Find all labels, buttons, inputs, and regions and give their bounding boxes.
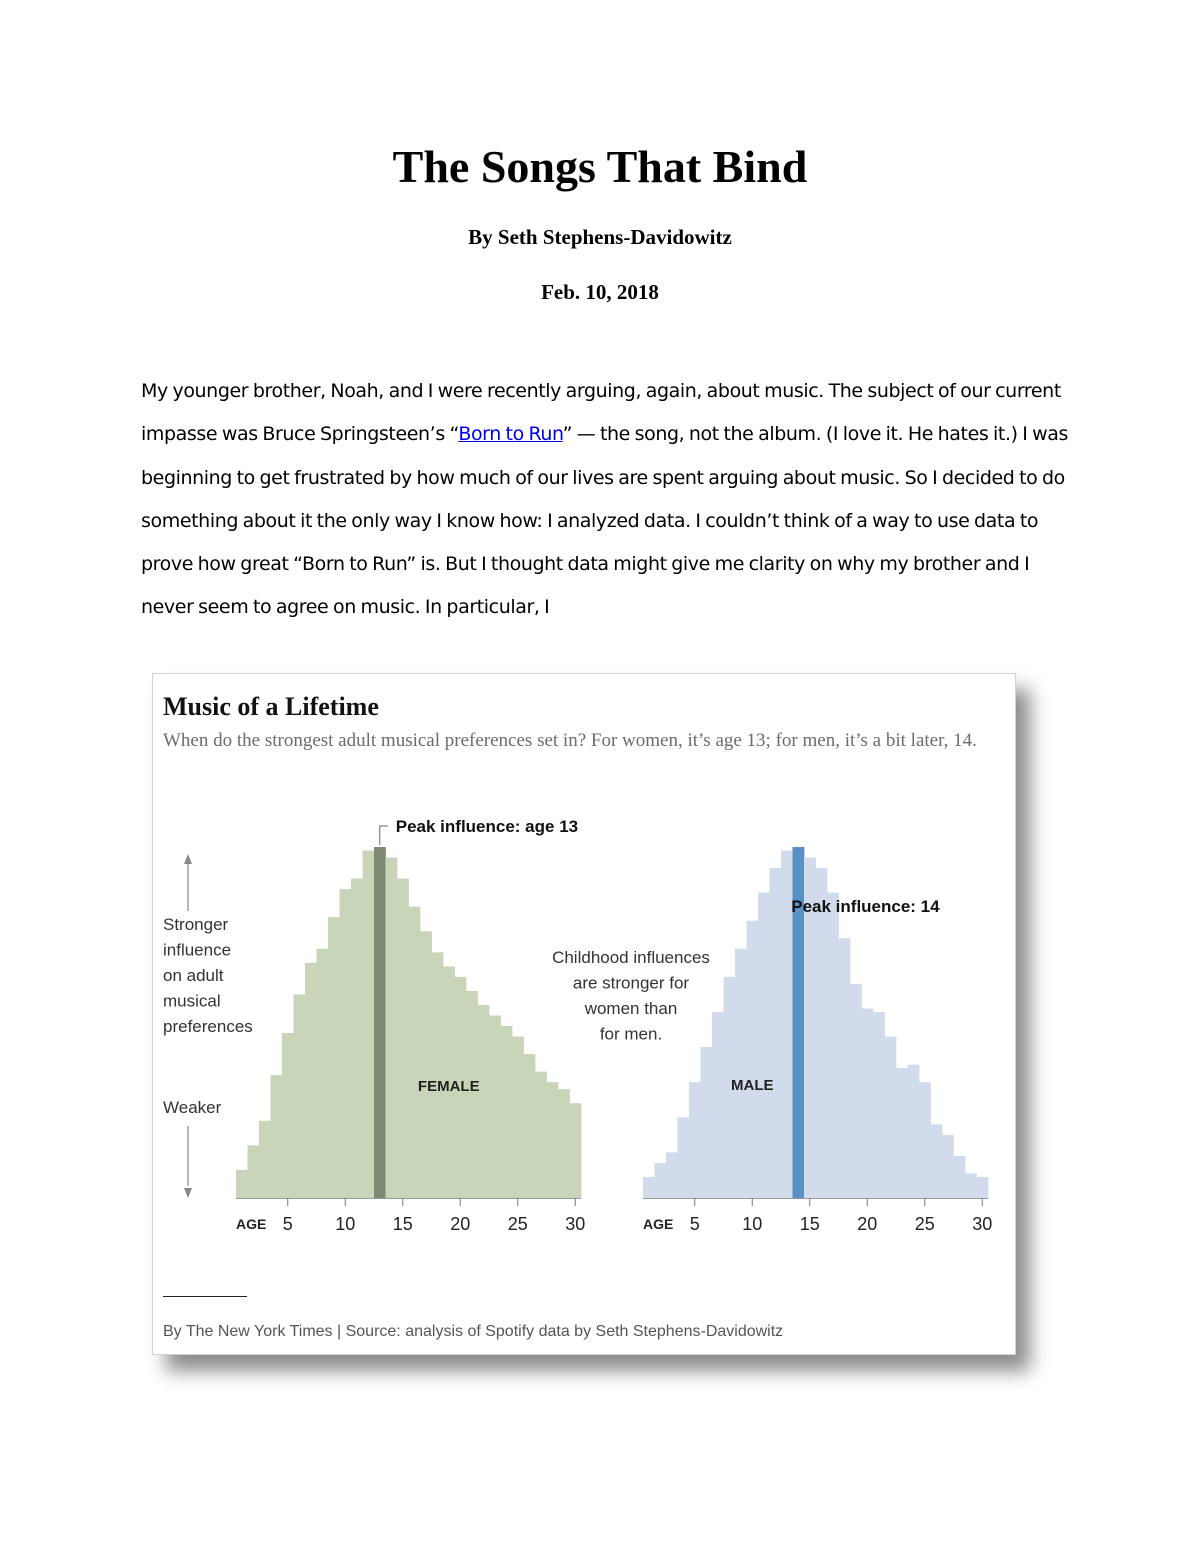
female-bar-age-23	[489, 1015, 501, 1198]
born-to-run-link[interactable]: Born to Run	[458, 423, 563, 446]
female-tick-label-20: 20	[450, 1214, 471, 1234]
female-bar-age-18	[432, 952, 444, 1198]
male-bar-age-18	[839, 938, 851, 1198]
female-bar-age-25	[512, 1037, 524, 1198]
female-tick-label-10: 10	[335, 1214, 356, 1234]
male-bar-age-11	[758, 893, 770, 1198]
male-bar-age-1	[643, 1177, 655, 1198]
figure-credit: By The New York Times | Source: analysis of Spotify data by Seth Stephens-Davidowitz	[163, 1323, 784, 1340]
male-bar-age-4	[678, 1117, 690, 1198]
female-bar-age-30	[570, 1103, 582, 1198]
female-axis-label: AGE	[236, 1216, 267, 1232]
male-series-label: MALE	[731, 1077, 774, 1094]
down-arrow-icon	[184, 1188, 192, 1198]
male-tick-label-15: 15	[799, 1214, 820, 1234]
female-bar-age-13	[374, 847, 386, 1198]
female-bar-age-9	[328, 917, 340, 1198]
male-bar-age-19	[850, 984, 862, 1198]
female-tick-label-25: 25	[507, 1214, 528, 1234]
female-bar-age-8	[317, 949, 329, 1198]
female-bar-age-7	[305, 963, 317, 1198]
article-body	[141, 370, 1071, 630]
female-tick-label-15: 15	[392, 1214, 413, 1234]
male-bar-age-6	[701, 1047, 713, 1198]
up-arrow-icon	[184, 854, 192, 864]
y-label-line-3: on adult	[163, 966, 224, 985]
male-bar-age-27	[942, 1135, 954, 1198]
female-bar-age-10	[340, 889, 352, 1198]
female-bar-age-6	[294, 994, 306, 1198]
female-peak-leader	[380, 826, 388, 845]
female-series-label: FEMALE	[417, 1078, 480, 1095]
female-bar-age-29	[558, 1089, 570, 1198]
male-bar-age-22	[885, 1037, 897, 1198]
male-tick-label-5: 5	[689, 1214, 700, 1234]
annotation-line-1: Childhood influences	[552, 948, 710, 967]
annotation-line-3: women than	[584, 999, 678, 1018]
body-text-before-link: My younger brother, Noah, and I were recently arguing, again, about music. The subject of our current impasse was Bruce Springsteen’s “	[141, 380, 1061, 446]
figure-title: Music of a Lifetime	[163, 692, 379, 721]
y-label-line-2: influence	[163, 940, 232, 960]
male-peak-label: Peak influence: 14	[791, 897, 940, 916]
male-bar-age-17	[827, 893, 839, 1198]
female-bar-age-22	[478, 1005, 490, 1198]
female-bar-age-11	[351, 879, 363, 1198]
male-bar-age-10	[747, 921, 759, 1198]
female-tick-label-5: 5	[282, 1214, 293, 1234]
music-of-a-lifetime-figure	[152, 673, 1016, 1355]
male-bar-age-2	[655, 1163, 667, 1198]
male-bar-age-16	[816, 868, 828, 1198]
female-bar-age-4	[271, 1075, 283, 1198]
male-axis-label: AGE	[643, 1216, 674, 1232]
annotation-line-4: for men.	[599, 1024, 663, 1044]
male-bar-age-24	[908, 1065, 920, 1198]
male-bar-age-28	[954, 1156, 966, 1198]
y-label-line-1: Stronger	[163, 915, 229, 934]
female-bar-age-15	[397, 879, 409, 1198]
male-bar-age-7	[712, 1012, 724, 1198]
female-bar-age-17	[420, 931, 432, 1198]
annotation-line-2: are stronger for	[572, 973, 690, 993]
y-label-line-5: preferences	[163, 1017, 253, 1036]
male-bar-age-25	[919, 1082, 931, 1198]
y-label-line-4: musical	[163, 991, 221, 1011]
female-bar-age-1	[236, 1170, 248, 1198]
male-bar-age-3	[666, 1152, 678, 1198]
female-tick-label-30: 30	[565, 1214, 586, 1234]
female-peak-label: Peak influence: age 13	[395, 817, 579, 836]
male-bar-age-21	[873, 1012, 885, 1198]
y-label-weaker: Weaker	[163, 1098, 222, 1117]
article-title: The Songs That Bind	[392, 141, 808, 192]
female-bar-age-12	[363, 851, 375, 1198]
male-bar-age-20	[862, 1008, 874, 1198]
female-bar-age-27	[535, 1072, 547, 1198]
male-bar-age-23	[896, 1068, 908, 1198]
article-date: Feb. 10, 2018	[541, 280, 659, 304]
female-bar-age-2	[248, 1145, 260, 1198]
female-bar-age-3	[259, 1121, 271, 1198]
male-bar-age-29	[965, 1173, 977, 1198]
male-bar-age-30	[977, 1177, 989, 1198]
male-bar-age-5	[689, 1082, 701, 1198]
male-bar-age-9	[735, 949, 747, 1198]
credit-divider	[163, 1296, 247, 1297]
male-tick-label-20: 20	[857, 1214, 878, 1234]
body-text-after-link: ” — the song, not the album. (I love it. He hates it.) I was beginning to get frustrated by how much of our lives are spent arguing about music. So I decided to do something about it the only way I know how: I analyzed data. I couldn’t think of a way to use data to prove how great “Born to Run” is. But I thought data might give me clarity on why my brother and I never seem to agree on music. In particular, I	[141, 423, 1068, 619]
female-bar-age-5	[282, 1033, 294, 1198]
female-bar-age-14	[386, 858, 398, 1198]
female-bar-age-28	[547, 1082, 559, 1198]
male-tick-label-10: 10	[742, 1214, 763, 1234]
male-tick-label-25: 25	[914, 1214, 935, 1234]
female-bar-age-16	[409, 907, 421, 1198]
male-tick-label-30: 30	[972, 1214, 993, 1234]
male-bar-age-12	[770, 868, 782, 1198]
article-byline: By Seth Stephens-Davidowitz	[468, 225, 732, 249]
figure-subtitle: When do the strongest adult musical preferences set in? For women, it’s age 13; for men, it’s a bit later, 14.	[163, 730, 977, 751]
female-bar-age-26	[524, 1054, 536, 1198]
female-bar-age-24	[501, 1026, 513, 1198]
age-influence-chart	[153, 674, 1015, 1354]
male-bar-age-26	[931, 1124, 943, 1198]
